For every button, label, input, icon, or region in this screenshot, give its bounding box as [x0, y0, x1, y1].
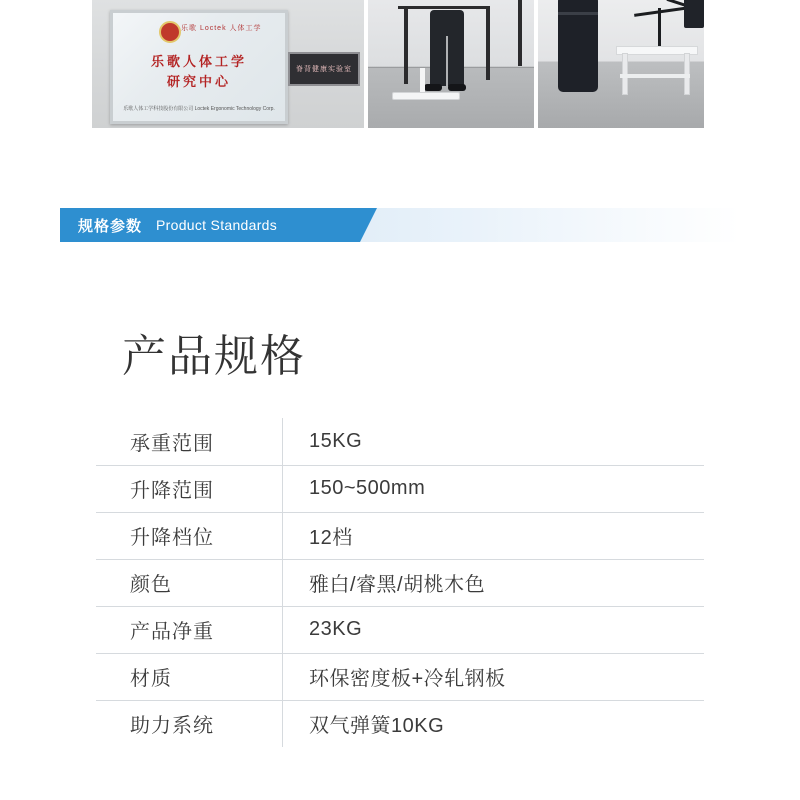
frame-leg [486, 6, 490, 80]
spec-key: 升降档位 [96, 512, 283, 559]
desk-column [420, 68, 425, 94]
person-leg-gap [446, 36, 448, 86]
plaque-line-1: 乐歌人体工学 [150, 54, 247, 69]
spec-key: 产品净重 [96, 606, 283, 653]
lab-sign: 脊背健康实验室 [288, 52, 360, 86]
monitor [684, 0, 704, 28]
frame-crossbar [398, 6, 490, 9]
spec-key: 承重范围 [130, 432, 214, 455]
person [558, 0, 598, 92]
section-title-en: Product Standards [156, 217, 278, 233]
frame-leg [518, 0, 522, 66]
table-row [96, 653, 704, 700]
monitor-arm [634, 6, 690, 17]
spec-key: 颜色 [96, 559, 283, 606]
standing-desk-frame-photo [368, 0, 534, 128]
seal-icon [159, 21, 181, 43]
spec-value: 环保密度板+冷轧钢板 [283, 653, 705, 700]
spec-value: 15KG [283, 418, 705, 465]
shoe [448, 84, 466, 91]
spec-table-body [96, 418, 704, 747]
table-row [96, 512, 704, 559]
monitor-arm-pole [658, 8, 661, 48]
plaque-line-2: 研究中心 [166, 74, 231, 89]
frame-leg [404, 6, 408, 84]
spec-value: 雅白/睿黑/胡桃木色 [283, 559, 705, 606]
spec-value: 双气弹簧10KG [283, 700, 705, 747]
product-spec-table [96, 418, 704, 747]
table-row [96, 606, 704, 653]
table-row [96, 700, 704, 747]
table-row [96, 418, 704, 465]
spec-value: 150~500mm [283, 465, 705, 512]
page-title: 产品规格 [122, 332, 306, 381]
shoe [424, 84, 442, 91]
desk-base [392, 92, 460, 100]
spec-value: 12档 [283, 512, 705, 559]
section-header [60, 208, 740, 242]
plaque-footer: 乐歌人体工学科技股份有限公司 Loctek Ergonomic Technology Corp. [123, 105, 275, 112]
plaque-brand: 乐歌 Loctek 人体工学 [181, 25, 262, 32]
spec-value: 23KG [283, 606, 705, 653]
plaque [110, 10, 288, 124]
section-title-cn: 规格参数 [78, 217, 143, 235]
spec-key: 助力系统 [96, 700, 283, 747]
section-header-label [78, 208, 277, 242]
spec-key: 升降范围 [96, 465, 283, 512]
product-photo-strip [92, 0, 708, 128]
spec-key: 材质 [96, 653, 283, 700]
desk-with-monitor-arm-photo [538, 0, 704, 128]
certificate-plaque-photo [92, 0, 364, 128]
desk-shelf [620, 74, 690, 78]
table-row [96, 559, 704, 606]
table-row [96, 465, 704, 512]
